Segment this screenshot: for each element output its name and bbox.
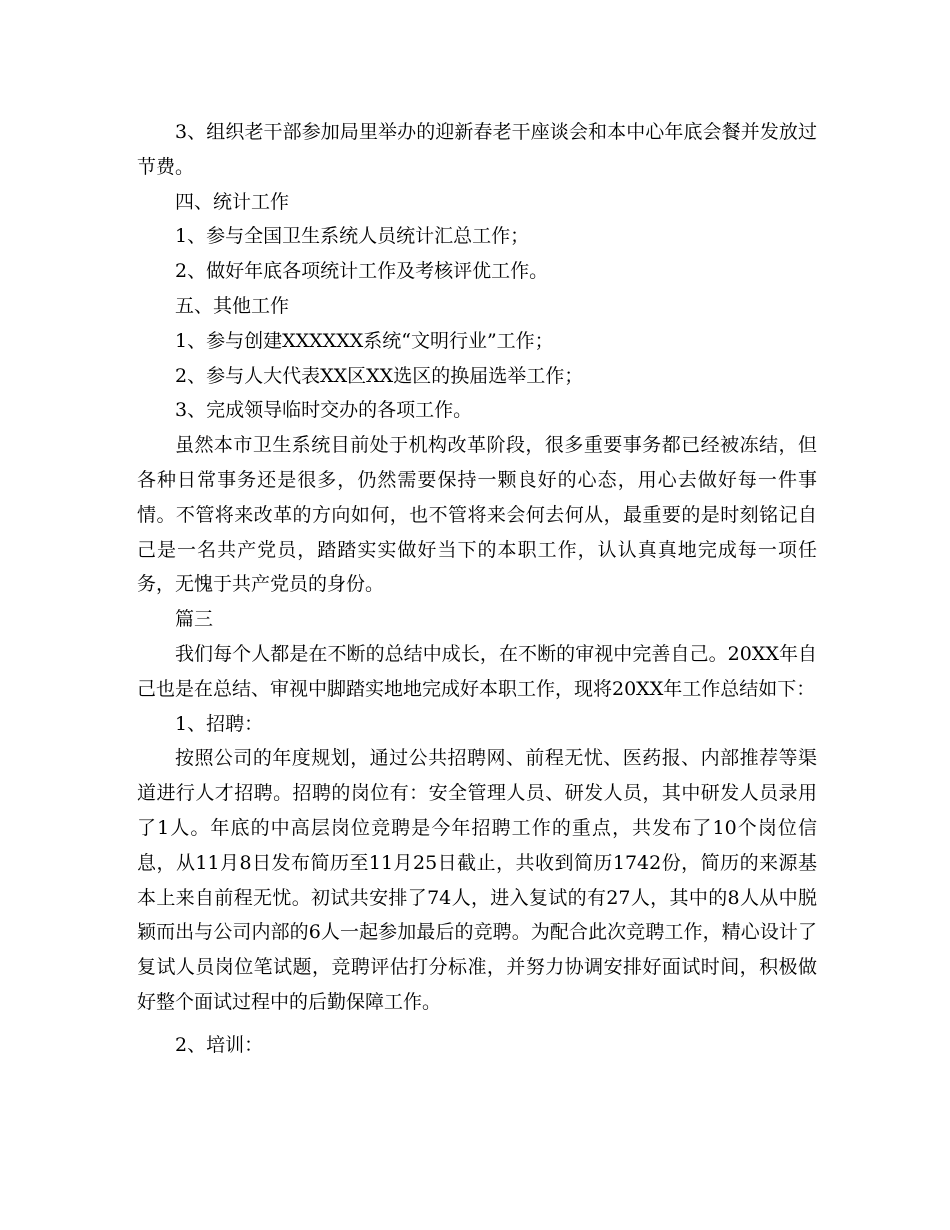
- section-heading-other-work: 五、其他工作: [175, 294, 290, 317]
- section-heading-part-three: 篇三: [175, 608, 214, 631]
- section-heading-statistics: 四、统计工作: [175, 190, 290, 213]
- paragraph-recruitment: 按照公司的年度规划，通过公共招聘网、前程无忧、医药报、内部推荐等渠道进行人才招聘。招聘的岗位有：安全管理人员、研发人员，其中研发人员录用了1人。年底的中高层岗位竞聘是今年招聘工作的重点，共发布了10个岗位信息，从11月8日发布简历至11月25日截止，共收到简历1742份，简历的来源基本上来自前程无忧。初试共安排了74人，进入复试的有27人，其中的8人从中脱颖而出与公司内部的6人一起参加最后的竞聘。为配合此次竞聘工作，精心设计了复试人员岗位笔试题，竞聘评估打分标准，并努力协调安排好面试时间，积极做好整个面试过程中的后勤保障工作。: [137, 747, 817, 1013]
- section-heading-recruitment: 1、招聘：: [175, 712, 264, 735]
- section-heading-training: 2、培训：: [175, 1033, 264, 1056]
- paragraph-item-2-other: 2、参与人大代表XX区XX选区的换届选举工作；: [175, 364, 584, 387]
- paragraph-intro: 我们每个人都是在不断的总结中成长，在不断的审视中完善自己。20XX年自己也是在总结、审视中脚踏实地地完成好本职工作，现将20XX年工作总结如下：: [137, 642, 817, 700]
- paragraph-item-1-other: 1、参与创建XXXXXX系统“文明行业”工作；: [175, 329, 554, 352]
- document-body: [137, 115, 817, 1063]
- paragraph-item-3-other: 3、完成领导临时交办的各项工作。: [175, 399, 473, 422]
- paragraph-summary: 虽然本市卫生系统目前处于机构改革阶段，很多重要事务都已经被冻结，但各种日常事务还是很多，仍然需要保持一颗良好的心态，用心去做好每一件事情。不管将来改革的方向如何，也不管将来会何去何从，最重要的是时刻铭记自己是一名共产党员，踏踏实实做好当下的本职工作，认认真真地完成每一项任务，无愧于共产党员的身份。: [137, 434, 817, 596]
- paragraph-item-1-statistics: 1、参与全国卫生系统人员统计汇总工作；: [175, 225, 530, 248]
- paragraph-item-2-statistics: 2、做好年底各项统计工作及考核评优工作。: [175, 260, 549, 283]
- paragraph-item-3-retirees: 3、组织老干部参加局里举办的迎新春老干座谈会和本中心年底会餐并发放过节费。: [137, 121, 817, 178]
